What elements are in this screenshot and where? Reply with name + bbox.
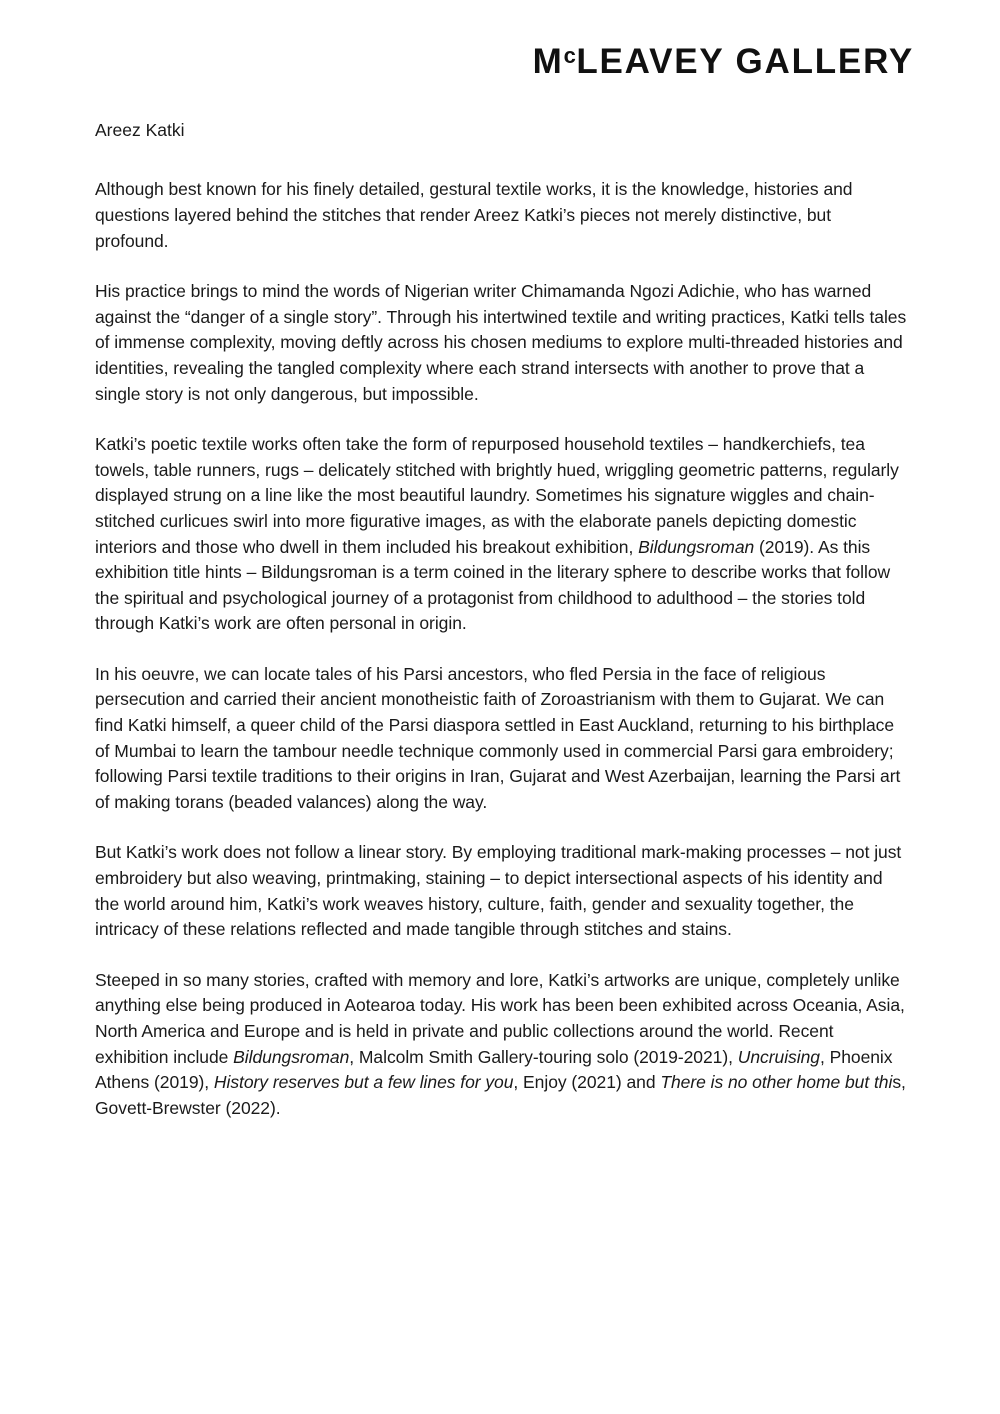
para-2 <box>95 279 907 407</box>
body-text-run: s, Govett-Brewster (2022). <box>95 1072 906 1118</box>
para-6 <box>95 968 907 1122</box>
para-5 <box>95 840 907 942</box>
para-4 <box>95 662 907 816</box>
italic-title: There is no other home but thi <box>660 1072 893 1093</box>
gallery-masthead <box>533 44 914 79</box>
logo-letter-m: M <box>532 42 564 81</box>
body-text-run: Steeped in so many stories, crafted with memory and lore, Katki’s artworks are unique, completely unlike anything else being produced in Aotearoa today. His work has been been exhibited across Oceania, Asia, North America and Europe and is held in private and public collections around the world. Recent exhibition include <box>95 969 905 1067</box>
body-text-run: , Malcolm Smith Gallery-touring solo (2019-2021), <box>349 1046 738 1067</box>
para-1 <box>95 177 907 254</box>
body-text-run: Katki’s poetic textile works often take the form of repurposed household textiles – handkerchiefs, tea towels, table runners, rugs – delicately stitched with brightly hued, wriggling geometric patterns, regularly displayed strung on a line like the most beautiful laundry. Sometimes his signature wiggles and chain-stitched curlicues swirl into more figurative images, as with the elaborate panels depicting domestic interiors and those who dwell in them included his breakout exhibition, <box>95 434 899 557</box>
italic-title: History reserves but a few lines for you <box>213 1072 514 1093</box>
body-text-run: In his oeuvre, we can locate tales of his Parsi ancestors, who fled Persia in the face of religious persecution and carried their ancient monotheistic faith of Zoroastrianism with them to Gujarat. We can find Katki himself, a queer child of the Parsi diaspora settled in East Auckland, returning to his birthplace of Mumbai to learn the tambour needle technique commonly used in commercial Parsi gara embroidery; following Parsi textile traditions to their origins in Iran, Gujarat and West Azerbaijan, learning the Parsi art of making torans (beaded valances) along the way. <box>95 663 901 812</box>
body-text-run: (2019). As this exhibition title hints – Bildungsroman is a term coined in the literary sphere to describe works that follow the spiritual and psychological journey of a protagonist from childhood to adulthood – the stories told through Katki’s work are often personal in origin. <box>95 536 891 634</box>
italic-title: Bildungsroman <box>638 536 755 557</box>
body-text-run: Although best known for his finely detailed, gestural textile works, it is the knowledge, histories and questions layered behind the stitches that render Areez Katki’s pieces not merely distinctive, but profound. <box>95 179 853 251</box>
document-body <box>95 118 907 1121</box>
page-title: Areez Katki <box>95 120 185 140</box>
body-text-run: But Katki’s work does not follow a linear story. By employing traditional mark-making processes – not just embroidery but also weaving, printmaking, staining – to depict intersectional aspects of his identity and the world around him, Katki’s work weaves history, culture, faith, gender and sexuality together, the intricacy of these relations reflected and made tangible through stitches and stains. <box>95 842 902 940</box>
italic-title: Uncruising <box>737 1046 820 1067</box>
body-text-run: , Phoenix Athens (2019), <box>95 1046 893 1093</box>
para-3 <box>95 432 907 637</box>
logo-wordmark: LEAVEY GALLERY <box>576 42 914 81</box>
paragraph-container <box>95 177 907 1121</box>
italic-title: Bildungsroman <box>233 1046 350 1067</box>
body-text-run: His practice brings to mind the words of Nigerian writer Chimamanda Ngozi Adichie, who has warned against the “danger of a single story”. Through his intertwined textile and writing practices, Katki tells tales of immense complexity, moving deftly across his chosen mediums to explore multi-threaded histories and identities, revealing the tangled complexity where each strand intersects with another to prove that a single story is not only dangerous, but impossible. <box>95 281 907 404</box>
mcleavey-gallery-logo <box>533 44 914 79</box>
body-text-run: , Enjoy (2021) and <box>513 1072 661 1093</box>
logo-superscript-c: c <box>563 43 577 68</box>
